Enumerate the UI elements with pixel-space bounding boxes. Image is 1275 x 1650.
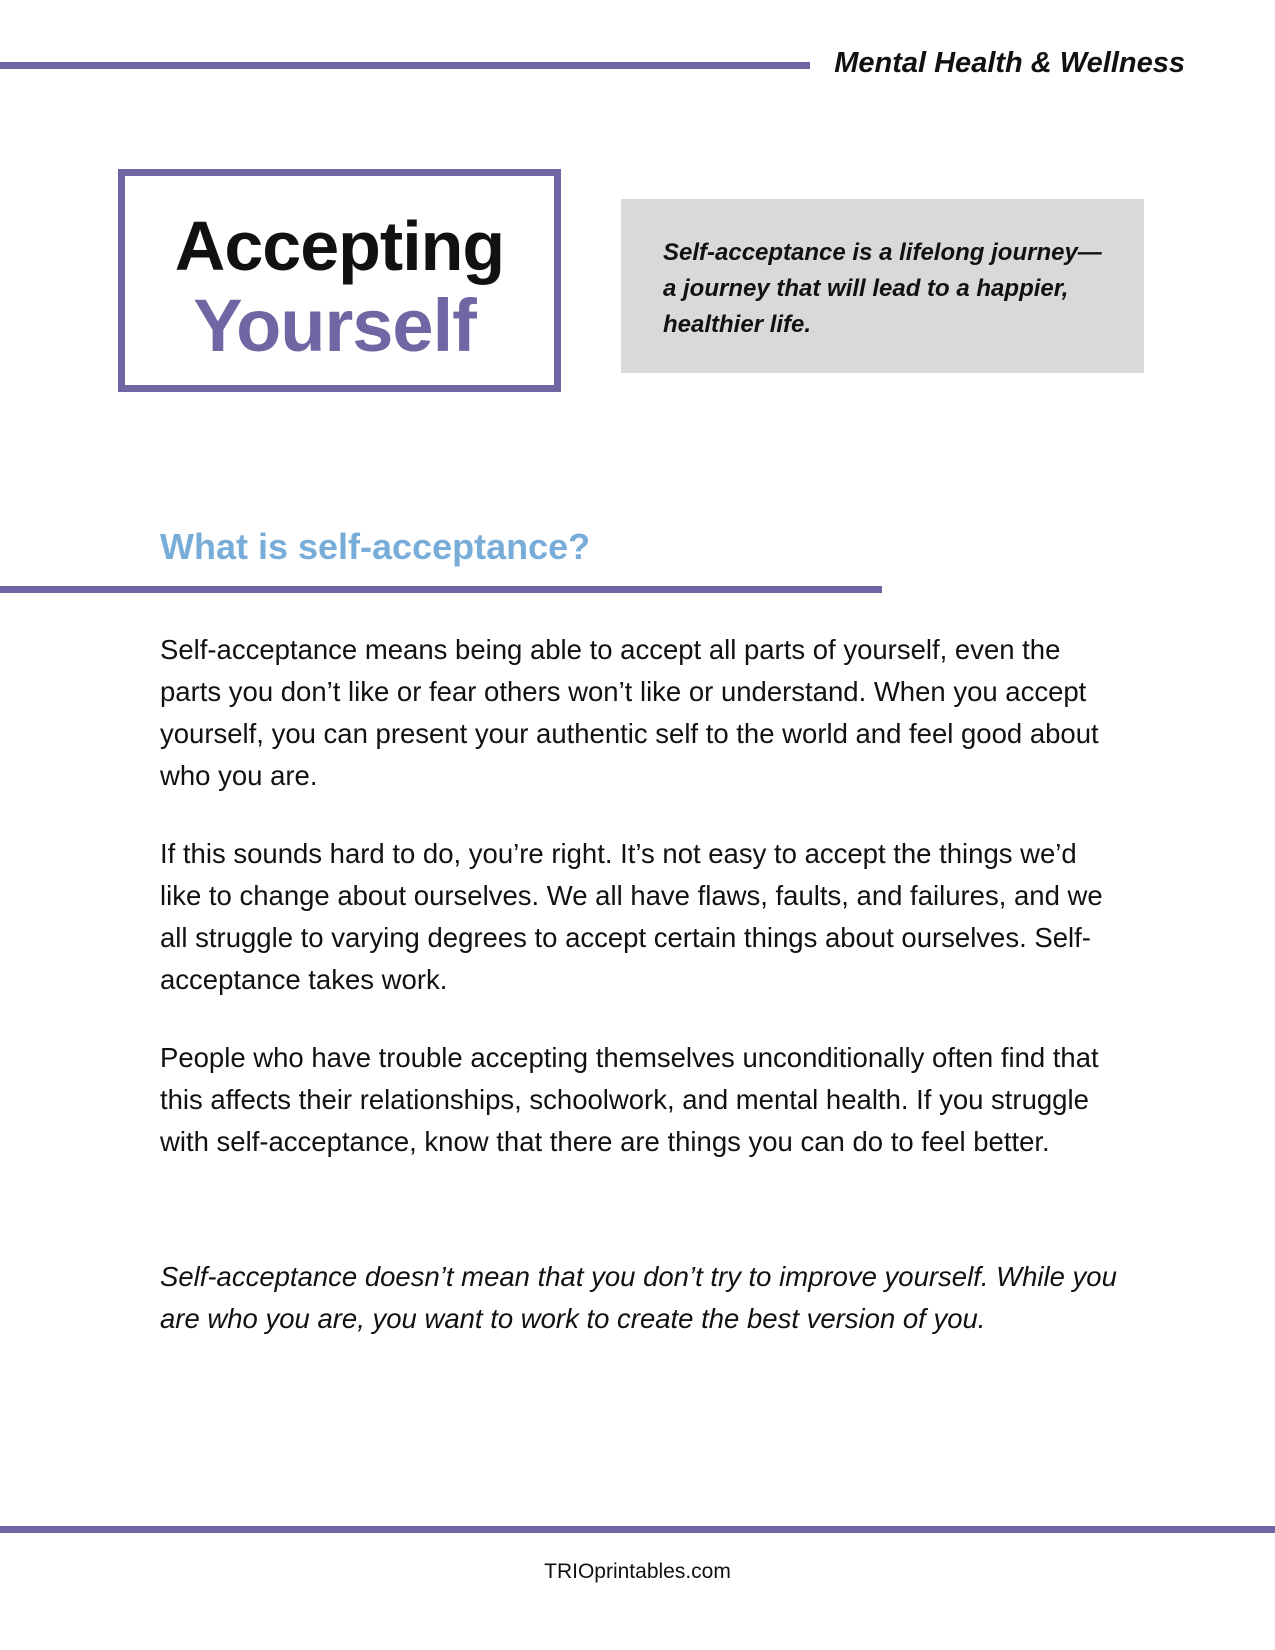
body-paragraph: Self-acceptance means being able to accept all parts of yourself, even the parts you don’t like or fear others won’t like or understand. When you accept yourself, you can present your authentic self to the world and feel good about who you are.: [160, 634, 1099, 791]
footer-site-link[interactable]: TRIOprintables.com: [544, 1560, 731, 1583]
italic-note: Self-acceptance doesn’t mean that you don’t try to improve yourself. While you are who you are, you want to work to create the best version of you.: [160, 1261, 1117, 1334]
body-paragraph: If this sounds hard to do, you’re right. It’s not easy to accept the things we’d like to change about ourselves. We all have flaws, faults, and failures, and we all struggle to varying degrees to accept certain things about ourselves. Self-acceptance takes work.: [160, 838, 1103, 995]
header-rule: [0, 62, 810, 69]
title-box: [118, 169, 561, 392]
page-title-line-2: Yourself: [193, 284, 476, 367]
page-title-line-1: Accepting: [174, 207, 505, 285]
body-paragraph: People who have trouble accepting themselves unconditionally often find that this affects their relationships, schoolwork, and mental health. If you struggle with self-acceptance, know that there are things you can do to feel better.: [160, 1042, 1099, 1157]
section-heading: What is self-acceptance?: [160, 526, 591, 567]
category-label: Mental Health & Wellness: [834, 47, 1185, 79]
section-rule: [0, 586, 882, 593]
quote-callout: [621, 199, 1144, 373]
footer-rule: [0, 1526, 1275, 1533]
quote-text: Self-acceptance is a lifelong journey—a journey that will lead to a happier, healthier life.: [663, 239, 1102, 338]
